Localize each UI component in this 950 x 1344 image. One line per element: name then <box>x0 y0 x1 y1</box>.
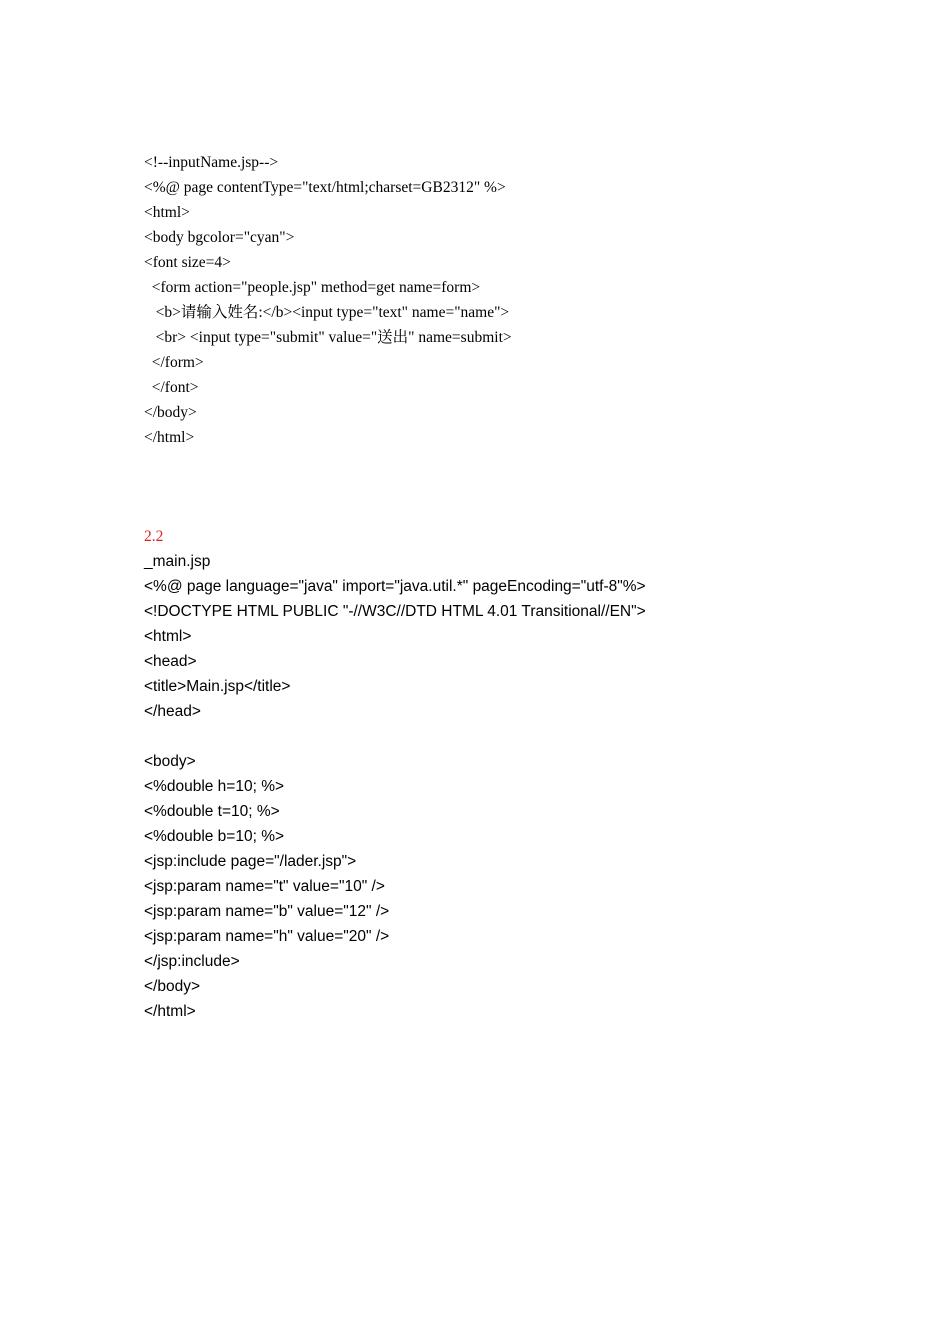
code-line: </head> <box>144 703 201 720</box>
code-line: <%double b=10; %> <box>144 828 285 845</box>
code-line: <html> <box>144 204 190 221</box>
code-line: <title>Main.jsp</title> <box>144 678 291 695</box>
code-line: <jsp:include page="/lader.jsp"> <box>144 853 357 870</box>
code-line: </body> <box>144 978 201 995</box>
code-block-main-jsp <box>144 549 646 1024</box>
code-line: <!DOCTYPE HTML PUBLIC "-//W3C//DTD HTML 4.01 Transitional//EN"> <box>144 603 646 620</box>
code-line: <jsp:param name="b" value="12" /> <box>144 903 390 920</box>
code-line: </html> <box>144 1003 196 1020</box>
code-line: <!--inputName.jsp--> <box>144 154 279 171</box>
code-line: </font> <box>144 379 199 396</box>
code-line: <%double h=10; %> <box>144 778 285 795</box>
code-line: <form action="people.jsp" method=get name=form> <box>144 279 481 296</box>
code-line: <html> <box>144 628 192 645</box>
code-line: <%@ page contentType="text/html;charset=GB2312" %> <box>144 179 506 196</box>
code-line: <body bgcolor="cyan"> <box>144 229 295 246</box>
code-line: </jsp:include> <box>144 953 240 970</box>
code-line: _main.jsp <box>144 553 211 570</box>
code-line: <jsp:param name="t" value="10" /> <box>144 878 385 895</box>
code-line: <body> <box>144 753 196 770</box>
code-line: <%double t=10; %> <box>144 803 280 820</box>
code-line: <b>请输入姓名:</b><input type="text" name="name"> <box>144 304 510 321</box>
section-number: 2.2 <box>144 528 164 545</box>
code-line: <%@ page language="java" import="java.util.*" pageEncoding="utf-8"%> <box>144 578 646 595</box>
code-line: <jsp:param name="h" value="20" /> <box>144 928 390 945</box>
code-line: <br> <input type="submit" value="送出" name=submit> <box>144 329 512 346</box>
code-line: </html> <box>144 429 195 446</box>
code-block-input-name-jsp <box>144 150 512 450</box>
code-line: </form> <box>144 354 204 371</box>
code-line: <font size=4> <box>144 254 231 271</box>
code-line: </body> <box>144 404 197 421</box>
blank-line <box>144 724 646 749</box>
code-line: <head> <box>144 653 197 670</box>
